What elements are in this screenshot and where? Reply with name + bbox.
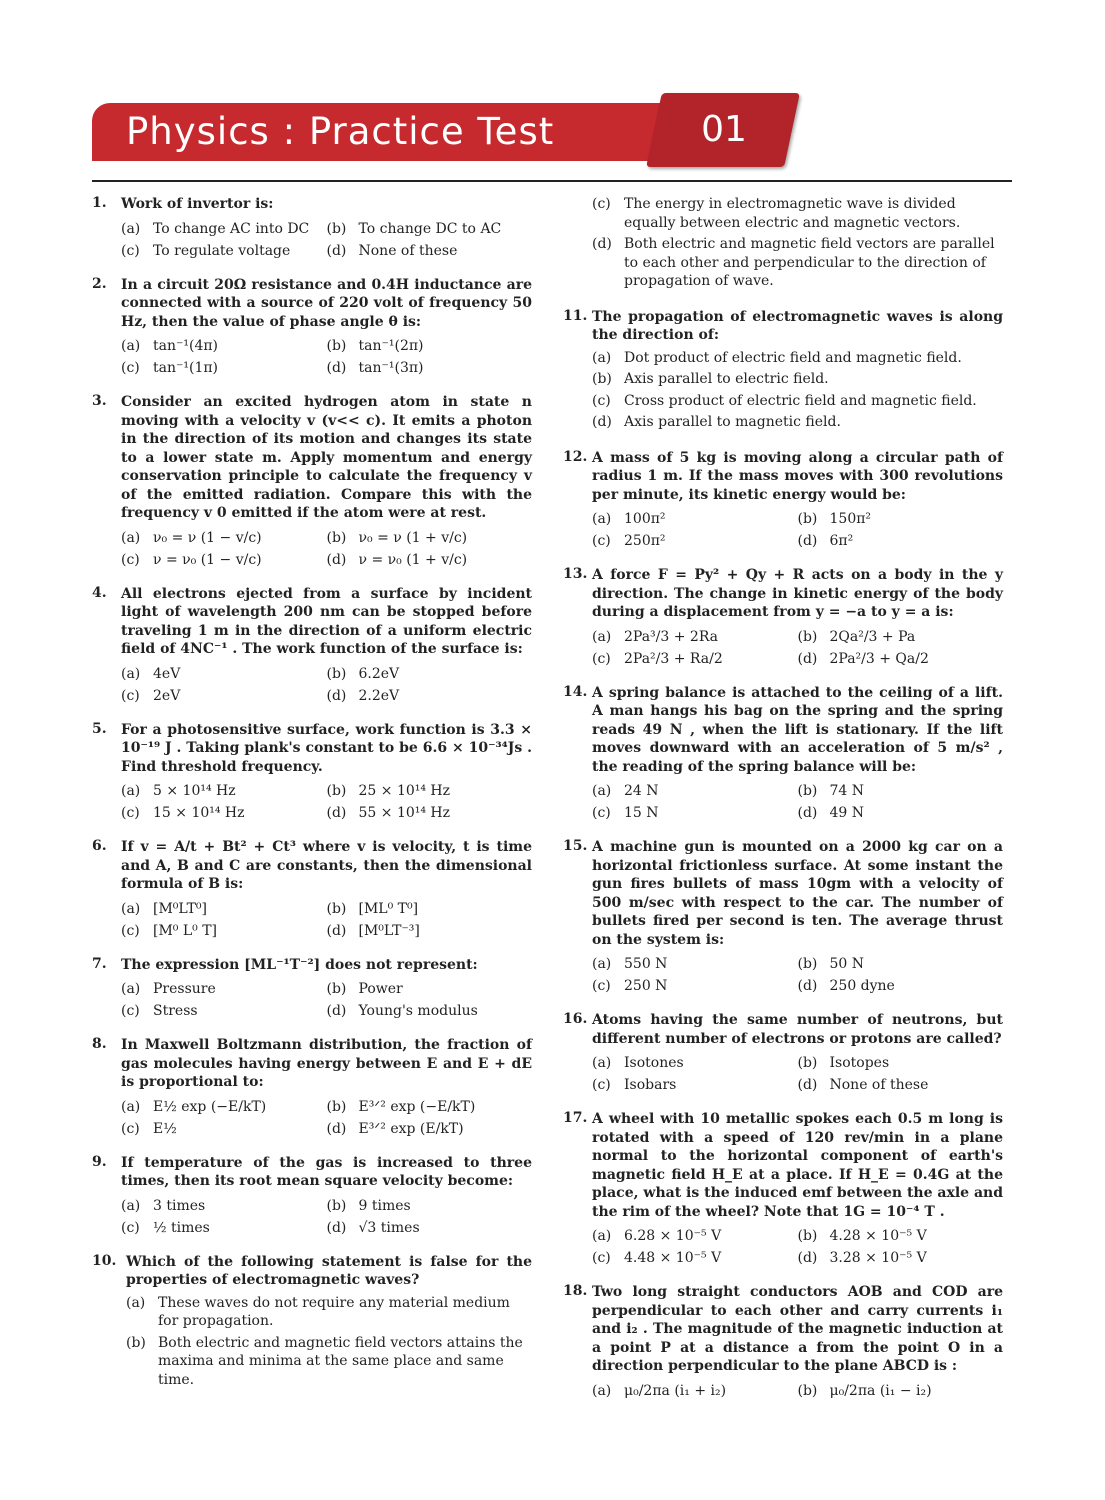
option-text: 6.2eV xyxy=(358,665,400,682)
option xyxy=(327,978,533,1000)
option-text: 2eV xyxy=(153,687,181,704)
question-13 xyxy=(563,566,1003,670)
option-text: E½ exp (−E/kT) xyxy=(153,1098,267,1115)
question-2 xyxy=(92,276,532,380)
option xyxy=(798,975,1004,997)
option xyxy=(121,780,327,802)
option-label: (a) xyxy=(592,956,612,972)
option-text: E½ xyxy=(153,1120,177,1137)
option xyxy=(592,1225,798,1247)
question-5 xyxy=(92,721,532,825)
option-label: (a) xyxy=(121,220,141,237)
question-3 xyxy=(92,393,532,571)
option xyxy=(327,685,533,707)
option xyxy=(327,549,533,571)
option-label: (b) xyxy=(797,628,818,645)
option-label: (a) xyxy=(592,511,612,527)
option-text: These waves do not require any material medium for propagation. xyxy=(158,1294,510,1329)
question-text: A spring balance is attached to the ceiling of a lift. A man hangs his bag on the spring and the spring reads 49 N , when the lift is stationary. If the lift moves downward with an acceleration of 5 m/s² , the reading of the spring balance will be: xyxy=(592,684,1003,775)
option xyxy=(327,527,533,549)
option-text: Cross product of electric field and magnetic field. xyxy=(624,392,977,409)
option xyxy=(592,392,1003,411)
option-label: (c) xyxy=(592,1250,611,1266)
option xyxy=(592,235,1003,291)
option-label: (c) xyxy=(121,1003,140,1019)
option-label: (a) xyxy=(592,628,612,645)
option xyxy=(592,413,1003,432)
option-text: 15 × 10¹⁴ Hz xyxy=(153,805,245,821)
option-label: (c) xyxy=(121,551,140,568)
option-label: (b) xyxy=(797,1228,818,1244)
option xyxy=(592,802,798,824)
option xyxy=(327,335,533,357)
question-text: If v = A/t + Bt² + Ct³ where v is velocity, t is time and A, B and C are constants, then the dimensional formula of B is: xyxy=(121,839,532,892)
option xyxy=(121,335,327,357)
option-text: Stress xyxy=(153,1003,198,1019)
option-label: (b) xyxy=(326,900,347,917)
option-text: μ₀/2πa (i₁ − i₂) xyxy=(829,1382,932,1399)
options xyxy=(592,1380,1003,1402)
question-text: The propagation of electromagnetic waves is along the direction of: xyxy=(592,308,1003,343)
option-text: The energy in electromagnetic wave is divided equally between electric and magnetic vectors. xyxy=(624,196,961,231)
option-text: √3 times xyxy=(358,1219,420,1236)
option-label: (d) xyxy=(326,360,347,376)
options xyxy=(592,953,1003,997)
option-text: E³ᐟ² exp (−E/kT) xyxy=(358,1098,476,1115)
option-label: (a) xyxy=(121,981,141,997)
option-text: None of these xyxy=(358,242,458,259)
option xyxy=(327,898,533,920)
option-text: Axis parallel to magnetic field. xyxy=(624,414,841,430)
option-text: Isotopes xyxy=(829,1055,890,1071)
option xyxy=(121,1217,327,1239)
question-10 xyxy=(92,1253,532,1393)
header-rule xyxy=(92,180,1012,182)
option-label: (b) xyxy=(797,956,818,972)
question-number: 3. xyxy=(92,393,107,409)
option xyxy=(798,530,1004,552)
options xyxy=(121,527,532,571)
option-text: Isotones xyxy=(624,1055,684,1071)
option-label: (c) xyxy=(592,1077,611,1093)
option-text: 49 N xyxy=(829,805,865,821)
question-number: 8. xyxy=(92,1036,107,1052)
question-16 xyxy=(563,1011,1003,1096)
option-label: (c) xyxy=(121,242,140,259)
option-label: (b) xyxy=(797,511,818,527)
option xyxy=(327,1000,533,1022)
option-text: 5 × 10¹⁴ Hz xyxy=(153,783,236,799)
option-label: (a) xyxy=(126,1294,146,1311)
question-number: 13. xyxy=(563,566,588,582)
option-label: (d) xyxy=(326,922,347,939)
option xyxy=(798,1247,1004,1269)
question-7 xyxy=(92,956,532,1023)
option-text: 100π² xyxy=(624,511,666,527)
option-text: ν = ν₀ (1 − v/c) xyxy=(153,551,262,568)
option-text: tan⁻¹(4π) xyxy=(153,338,219,354)
option-text: 2Pa²/3 + Ra/2 xyxy=(624,650,723,667)
option-label: (d) xyxy=(326,242,347,259)
option-text: 15 N xyxy=(624,805,659,821)
option-text: 2Qa²/3 + Pa xyxy=(829,628,916,645)
question-text: The expression [ML⁻¹T⁻²] does not represent: xyxy=(121,956,478,973)
option-text: Dot product of electric field and magnetic field. xyxy=(624,349,962,366)
option xyxy=(327,780,533,802)
option xyxy=(592,780,798,802)
question-text: Which of the following statement is false for the properties of electromagnetic waves? xyxy=(126,1253,532,1288)
option-text: 3.28 × 10⁻⁵ V xyxy=(829,1250,927,1266)
option-label: (c) xyxy=(592,533,611,549)
options xyxy=(592,1225,1003,1269)
option-label: (a) xyxy=(592,1228,612,1244)
question-number: 9. xyxy=(92,1153,107,1170)
question-1 xyxy=(92,195,532,262)
option xyxy=(592,508,798,530)
options xyxy=(592,626,1003,670)
option xyxy=(126,1334,532,1390)
option-label: (a) xyxy=(592,1382,612,1399)
option-text: 55 × 10¹⁴ Hz xyxy=(358,805,451,821)
option-label: (c) xyxy=(592,196,611,212)
question-18 xyxy=(563,1283,1003,1402)
question-text: Consider an excited hydrogen atom in state n moving with a velocity v (v<< c). It emits a photon in the direction of its motion and changes its state to a lower state m. Apply momentum and energy conservation principle to calculate the frequency v of the emitted radiation. Compare this with the frequency v 0 emitted if the atom were at rest. xyxy=(121,394,532,521)
question-number: 12. xyxy=(563,448,588,465)
option-label: (d) xyxy=(326,551,347,568)
option xyxy=(121,527,327,549)
option-text: [M⁰LT⁰] xyxy=(153,900,207,917)
options xyxy=(126,1294,532,1393)
option-text: Pressure xyxy=(153,981,216,997)
option-label: (d) xyxy=(797,650,818,667)
question-text: A force F = Py² + Qy + R acts on a body in the y direction. The change in kinetic energy of the body during a displacement from y = −a to y = a is: xyxy=(592,567,1003,620)
question-number: 4. xyxy=(92,584,107,601)
option-label: (d) xyxy=(797,978,818,994)
option-label: (c) xyxy=(121,922,140,939)
options xyxy=(121,898,532,942)
option xyxy=(121,357,327,379)
option xyxy=(327,802,533,824)
option-label: (c) xyxy=(121,1120,140,1137)
option-label: (c) xyxy=(121,805,140,821)
option-label: (c) xyxy=(592,650,611,667)
option-label: (d) xyxy=(326,1219,347,1236)
question-number: 6. xyxy=(92,838,107,854)
option-text: 50 N xyxy=(829,956,865,972)
question-number: 1. xyxy=(92,195,107,211)
question-number: 16. xyxy=(563,1011,588,1027)
option xyxy=(592,953,798,975)
test-number: 01 xyxy=(701,109,747,150)
option xyxy=(121,802,327,824)
option-label: (c) xyxy=(121,1219,140,1236)
option-label: (b) xyxy=(326,1197,347,1214)
option-text: Both electric and magnetic field vectors are parallel to each other and perpendicular to the direction of propagation of wave. xyxy=(624,236,995,289)
option-text: 6.28 × 10⁻⁵ V xyxy=(624,1228,722,1244)
option-label: (b) xyxy=(326,220,347,237)
option-text: ν = ν₀ (1 + v/c) xyxy=(358,551,468,568)
options xyxy=(592,508,1003,552)
option-label: (d) xyxy=(326,805,347,821)
option-label: (b) xyxy=(326,783,347,799)
option-text: 9 times xyxy=(358,1197,411,1214)
question-6 xyxy=(92,838,532,942)
option-text: To regulate voltage xyxy=(153,242,291,259)
question-4 xyxy=(92,585,532,707)
option-text: ½ times xyxy=(153,1219,210,1236)
option-text: 24 N xyxy=(624,783,659,799)
page-title: Physics : Practice Test xyxy=(126,110,555,153)
question-number: 10. xyxy=(92,1252,117,1269)
option-label: (b) xyxy=(326,338,347,354)
option xyxy=(121,978,327,1000)
option xyxy=(126,1294,532,1331)
option-label: (c) xyxy=(592,978,611,994)
option xyxy=(121,549,327,571)
option xyxy=(592,1052,798,1074)
question-number: 11. xyxy=(563,307,588,324)
option xyxy=(121,663,327,685)
question-text: In Maxwell Boltzmann distribution, the fraction of gas molecules having energy between E and E + dE is proportional to: xyxy=(121,1037,532,1090)
option-label: (d) xyxy=(326,687,347,704)
option xyxy=(327,920,533,942)
question-number: 5. xyxy=(92,720,107,737)
right-column xyxy=(563,195,1003,1416)
question-12 xyxy=(563,449,1003,553)
option xyxy=(121,1000,327,1022)
option xyxy=(121,1195,327,1217)
option-label: (d) xyxy=(326,1120,347,1137)
options xyxy=(121,1195,532,1239)
option xyxy=(798,508,1004,530)
option xyxy=(798,626,1004,648)
question-text: For a photosensitive surface, work function is 3.3 × 10⁻¹⁹ J . Taking plank's constant to be 6.6 × 10⁻³⁴Js . Find threshold frequency. xyxy=(121,721,532,775)
question-text: A machine gun is mounted on a 2000 kg car on a horizontal frictionless surface. At some instant the gun fires bullets of mass 10gm with a velocity of 500 m/sec with respect to the car. The number of bullets fired per second is ten. The average thrust on the system is: xyxy=(592,839,1003,948)
question-number: 15. xyxy=(563,838,588,854)
question-text: Two long straight conductors AOB and COD are perpendicular to each other and carry currents i₁ and i₂ . The magnitude of the magnetic induction at a point P at a distance a from the point O in a direction perpendicular to the plane ABCD is : xyxy=(592,1284,1003,1374)
question-10-continued xyxy=(563,195,1003,294)
option-text: 25 × 10¹⁴ Hz xyxy=(358,783,451,799)
options xyxy=(121,978,532,1022)
left-column xyxy=(92,195,532,1406)
options xyxy=(592,195,1003,294)
option-text: tan⁻¹(2π) xyxy=(358,338,424,354)
question-text: A mass of 5 kg is moving along a circular path of radius 1 m. If the mass moves with 300 revolutions per minute, its kinetic energy would be: xyxy=(592,449,1003,503)
option xyxy=(592,626,798,648)
option-label: (d) xyxy=(797,1250,818,1266)
option-text: ν₀ = ν (1 − v/c) xyxy=(153,529,262,546)
option-text: 74 N xyxy=(829,783,865,799)
option-label: (a) xyxy=(592,783,612,799)
option xyxy=(327,1118,533,1140)
question-number: 18. xyxy=(563,1283,588,1299)
option-text: 4.28 × 10⁻⁵ V xyxy=(829,1228,927,1244)
option-label: (a) xyxy=(121,529,141,546)
option-text: μ₀/2πa (i₁ + i₂) xyxy=(624,1382,727,1399)
option xyxy=(798,1052,1004,1074)
option xyxy=(592,530,798,552)
option-label: (d) xyxy=(797,805,818,821)
option-label: (a) xyxy=(121,900,141,917)
options xyxy=(121,780,532,824)
question-number: 17. xyxy=(563,1110,588,1126)
option-label: (c) xyxy=(592,805,611,821)
option-label: (b) xyxy=(797,1382,818,1399)
option xyxy=(121,920,327,942)
option-text: Young's modulus xyxy=(358,1003,478,1019)
option-label: (c) xyxy=(121,360,140,376)
option-text: Both electric and magnetic field vectors attains the maxima and minima at the same place and same time. xyxy=(158,1334,523,1388)
option xyxy=(592,195,1003,232)
option xyxy=(592,1247,798,1269)
option-text: tan⁻¹(1π) xyxy=(153,360,219,376)
option-label: (a) xyxy=(121,1098,141,1115)
option xyxy=(121,1096,327,1118)
option-text: tan⁻¹(3π) xyxy=(358,360,424,376)
option-text: 150π² xyxy=(829,511,872,527)
question-14 xyxy=(563,684,1003,825)
option-text: None of these xyxy=(829,1077,929,1093)
option-label: (d) xyxy=(592,236,612,252)
option-label: (d) xyxy=(797,1077,818,1093)
option-label: (c) xyxy=(121,687,140,704)
option-text: 3 times xyxy=(153,1197,206,1214)
option-label: (a) xyxy=(121,1197,141,1214)
option-text: 2Pa³/3 + 2Ra xyxy=(624,628,719,645)
option xyxy=(121,218,327,240)
option xyxy=(592,349,1003,368)
option-label: (a) xyxy=(121,665,141,682)
option-text: [ML⁰ T⁰] xyxy=(358,900,419,917)
option xyxy=(327,1096,533,1118)
options xyxy=(121,1096,532,1140)
option-label: (a) xyxy=(592,349,612,366)
option xyxy=(798,1074,1004,1096)
option xyxy=(327,357,533,379)
question-number: 7. xyxy=(92,955,107,972)
options xyxy=(592,349,1003,435)
option-text: Power xyxy=(358,981,403,997)
option-text: Isobars xyxy=(624,1077,677,1093)
option-text: To change AC into DC xyxy=(153,220,310,237)
option-label: (b) xyxy=(126,1334,146,1351)
title-banner xyxy=(92,93,792,167)
option-text: 250π² xyxy=(624,533,666,549)
option-label: (c) xyxy=(592,392,611,409)
option xyxy=(798,1225,1004,1247)
option xyxy=(592,370,1003,389)
question-9 xyxy=(92,1154,532,1239)
options xyxy=(592,1052,1003,1096)
question-text: A wheel with 10 metallic spokes each 0.5 m long is rotated with a speed of 120 rev/min in a plane normal to the horizontal component of earth's magnetic field H_E at a place. If H_E = 0.4G at the place, what is the induced emf between the axle and the rim of the wheel? Note that 1G = 10⁻⁴ T . xyxy=(592,1111,1003,1220)
option xyxy=(798,1380,1004,1402)
question-text: In a circuit 20Ω resistance and 0.4H inductance are connected with a source of 220 volt of frequency 50 Hz, then the value of phase angle θ is: xyxy=(121,276,532,330)
option-label: (d) xyxy=(592,414,612,430)
option-text: [M⁰LT⁻³] xyxy=(358,922,420,939)
option-label: (d) xyxy=(326,1003,347,1019)
option-text: 2Pa²/3 + Qa/2 xyxy=(829,650,929,667)
option xyxy=(798,780,1004,802)
option-label: (d) xyxy=(797,533,818,549)
option xyxy=(327,240,533,262)
option-label: (a) xyxy=(592,1055,612,1071)
option xyxy=(121,1118,327,1140)
option xyxy=(121,898,327,920)
option-text: [M⁰ L⁰ T] xyxy=(153,922,218,939)
question-text: Atoms having the same number of neutrons, but different number of electrons or protons are called? xyxy=(592,1012,1003,1047)
option-label: (b) xyxy=(326,529,347,546)
question-number: 14. xyxy=(563,683,588,700)
option-text: 250 dyne xyxy=(829,978,895,994)
options xyxy=(121,663,532,707)
option-label: (b) xyxy=(326,665,347,682)
option-text: 4.48 × 10⁻⁵ V xyxy=(624,1250,722,1266)
question-8 xyxy=(92,1036,532,1140)
option-text: E³ᐟ² exp (E/kT) xyxy=(358,1120,464,1137)
question-number: 2. xyxy=(92,275,107,292)
options xyxy=(121,218,532,262)
options xyxy=(592,780,1003,824)
option-label: (b) xyxy=(326,1098,347,1115)
option-text: 4eV xyxy=(153,665,181,682)
option xyxy=(798,648,1004,670)
option-text: Axis parallel to electric field. xyxy=(624,371,829,387)
question-text: Work of invertor is: xyxy=(121,196,274,212)
option-label: (a) xyxy=(121,338,141,354)
options xyxy=(121,335,532,379)
option xyxy=(592,975,798,997)
option xyxy=(327,663,533,685)
option-text: 6π² xyxy=(829,533,854,549)
option-text: 550 N xyxy=(624,956,668,972)
option-label: (a) xyxy=(121,783,141,799)
option-label: (b) xyxy=(797,783,818,799)
option-text: To change DC to AC xyxy=(358,220,502,237)
option xyxy=(121,685,327,707)
option xyxy=(327,1195,533,1217)
question-15 xyxy=(563,838,1003,997)
question-text: If temperature of the gas is increased to three times, then its root mean square velocity become: xyxy=(121,1154,532,1189)
option xyxy=(327,1217,533,1239)
option-label: (b) xyxy=(592,371,612,387)
option xyxy=(121,240,327,262)
option-label: (b) xyxy=(326,981,347,997)
option xyxy=(592,1380,798,1402)
option-text: 2.2eV xyxy=(358,687,400,704)
option xyxy=(592,1074,798,1096)
option-text: 250 N xyxy=(624,978,668,994)
option-text: ν₀ = ν (1 + v/c) xyxy=(358,529,468,546)
option xyxy=(798,953,1004,975)
option xyxy=(592,648,798,670)
option xyxy=(798,802,1004,824)
question-17 xyxy=(563,1110,1003,1269)
option xyxy=(327,218,533,240)
option-label: (b) xyxy=(797,1055,818,1071)
question-11 xyxy=(563,308,1003,435)
question-text: All electrons ejected from a surface by incident light of wavelength 200 nm can be stopped before traveling 1 m in the direction of a uniform electric field of 4NC⁻¹ . The work function of the surface is: xyxy=(121,585,532,657)
